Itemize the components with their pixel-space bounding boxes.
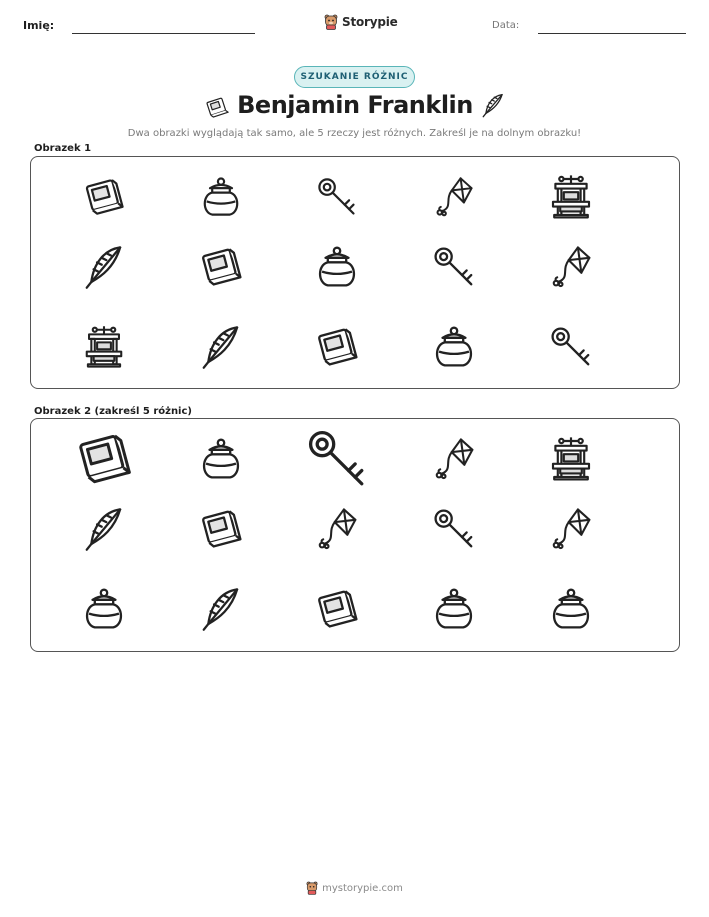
- picture1-key-icon: [548, 324, 594, 370]
- name-label: Imię:: [23, 19, 55, 32]
- picture2-book-icon[interactable]: [198, 506, 244, 552]
- picture1-panel: [30, 156, 680, 389]
- quill-icon: [480, 90, 506, 120]
- picture1-book-icon: [82, 175, 126, 219]
- picture1-key-icon: [315, 175, 359, 219]
- page-title: Benjamin Franklin: [237, 91, 473, 119]
- picture2-press-icon[interactable]: [547, 435, 595, 483]
- picture1-quill-icon: [81, 244, 127, 290]
- picture1-press-icon: [547, 173, 595, 221]
- picture2-kite-icon[interactable]: [314, 506, 360, 552]
- footer-url: mystorypie.com: [322, 882, 403, 894]
- picture2-book-icon[interactable]: [314, 586, 360, 632]
- picture2-jar-icon[interactable]: [548, 586, 594, 632]
- picture2-label: Obrazek 2 (zakreśl 5 różnic): [34, 406, 192, 417]
- picture2-book-icon[interactable]: [74, 429, 134, 489]
- picture2-key-icon[interactable]: [304, 426, 370, 492]
- instructions: Dwa obrazki wyglądają tak samo, ale 5 rzeczy jest różnych. Zakreśl je na dolnym obrazku!: [127, 128, 582, 139]
- picture1-jar-icon: [199, 175, 243, 219]
- picture2-kite-icon[interactable]: [548, 506, 594, 552]
- picture2-panel[interactable]: [30, 418, 680, 652]
- picture1-quill-icon: [198, 324, 244, 370]
- date-line[interactable]: [538, 33, 686, 34]
- picture2-kite-icon[interactable]: [431, 436, 477, 482]
- brand-name: Storypie: [342, 15, 398, 29]
- picture2-jar-icon[interactable]: [431, 586, 477, 632]
- picture1-jar-icon: [431, 324, 477, 370]
- picture1-book-icon: [198, 244, 244, 290]
- picture1-kite-icon: [432, 175, 476, 219]
- picture1-press-icon: [81, 324, 127, 370]
- bear-mascot-icon: [324, 14, 338, 30]
- picture1-jar-icon: [314, 244, 360, 290]
- picture2-quill-icon[interactable]: [81, 506, 127, 552]
- date-label: Data:: [492, 20, 520, 31]
- picture2-quill-icon[interactable]: [198, 586, 244, 632]
- brand-logo: [324, 14, 398, 30]
- picture2-jar-icon[interactable]: [81, 586, 127, 632]
- picture1-label: Obrazek 1: [34, 143, 92, 154]
- footer: [0, 881, 709, 895]
- name-line[interactable]: [72, 33, 255, 34]
- picture1-book-icon: [314, 324, 360, 370]
- picture2-key-icon[interactable]: [431, 506, 477, 552]
- bear-mascot-icon: [306, 881, 318, 895]
- picture1-key-icon: [431, 244, 477, 290]
- picture1-kite-icon: [548, 244, 594, 290]
- picture2-jar-icon[interactable]: [198, 436, 244, 482]
- activity-badge: SZUKANIE RÓŻNIC: [294, 66, 415, 88]
